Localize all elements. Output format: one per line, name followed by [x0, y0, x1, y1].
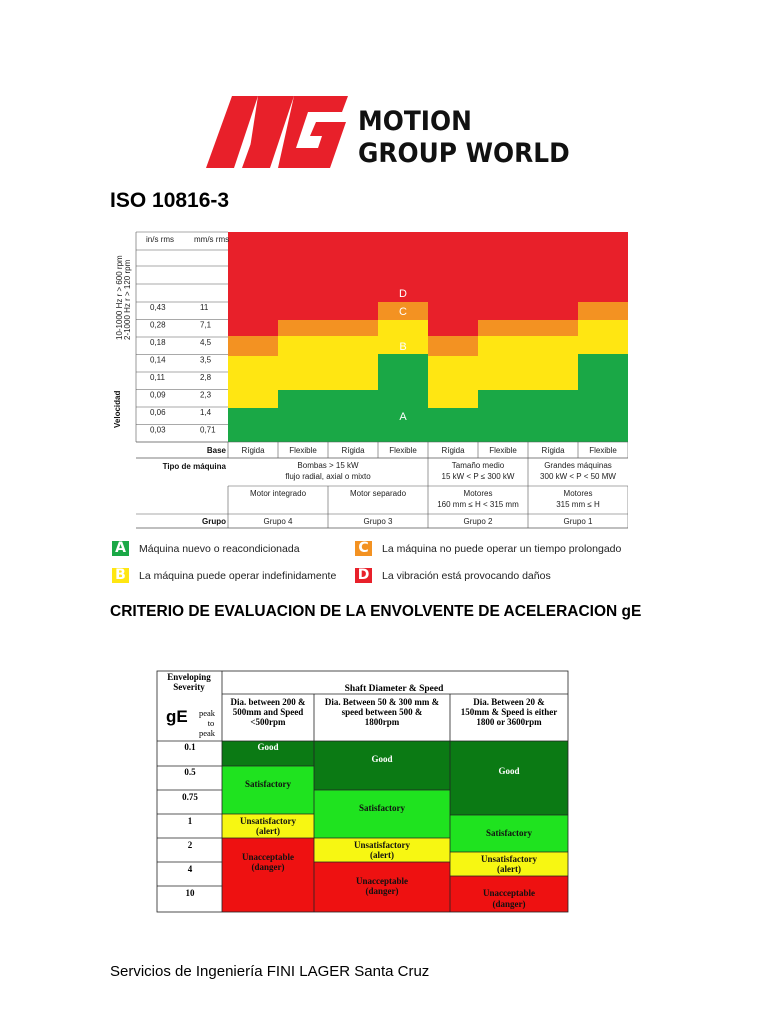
- row-label-in-s: 0,18: [150, 338, 166, 347]
- motor-large-2: 315 mm ≤ H: [556, 500, 600, 509]
- freq-label-1: 10-1000 Hz r > 600 rpm: [115, 255, 124, 340]
- col-header-in-s: in/s rms: [146, 235, 174, 244]
- group-3: Grupo 3: [363, 517, 393, 526]
- ge-cell-unsat-1: Unsatisfactory: [354, 840, 410, 850]
- zone-label-d: D: [399, 288, 407, 300]
- ge-cell-unacc-1: Unacceptable: [483, 888, 535, 898]
- base-cell: Flexible: [389, 446, 417, 455]
- row-label-mm-s: 7,1: [200, 320, 212, 330]
- row-label-in-s: 0,09: [150, 390, 166, 400]
- machine-type-large-1: Grandes máquinas: [544, 461, 612, 470]
- row-label-mm-s: 2,3: [200, 390, 212, 400]
- base-cell: Flexible: [589, 446, 617, 455]
- company-logo: [198, 88, 570, 172]
- ge-col2-header-3: 1800rpm: [364, 717, 400, 727]
- legend-text-c: La máquina no puede operar un tiempo prolongado: [382, 543, 622, 555]
- col-header-mm-s: mm/s rms: [194, 235, 230, 244]
- ge-cell-good: Good: [371, 754, 393, 764]
- base-cell: Flexible: [489, 446, 517, 455]
- machine-type-medium-2: 15 kW < P ≤ 300 kW: [441, 472, 515, 481]
- ge-row-value: 0.1: [184, 742, 196, 752]
- motor-separate: Motor separado: [349, 489, 407, 498]
- iso-heading: ISO 10816-3: [110, 189, 230, 212]
- ge-corner-title-1: Enveloping: [167, 672, 211, 682]
- base-cell: Flexible: [289, 446, 317, 455]
- ge-peak-3: peak: [198, 728, 216, 738]
- ge-peak-1: peak: [198, 708, 216, 718]
- mg-logo-mark: [198, 88, 348, 172]
- ge-cell-unacc-1: Unacceptable: [242, 852, 294, 862]
- row-label-in-s: 0,28: [150, 320, 166, 330]
- row-label-in-s: 0,14: [150, 355, 166, 365]
- legend-text-d: La vibración está provocando daños: [382, 570, 551, 582]
- base-cell: Rígida: [541, 446, 565, 455]
- base-label: Base: [206, 446, 226, 455]
- logo-text-line1: MOTION: [358, 106, 472, 137]
- ge-cell-unacc-1: Unacceptable: [356, 876, 408, 886]
- ge-col3-header-2: 150mm & Speed is either: [460, 707, 558, 717]
- zone-label-c: C: [399, 306, 407, 318]
- ge-col2-header-1: Dia. Between 50 & 300 mm &: [324, 697, 440, 707]
- ge-row-value: 10: [185, 888, 195, 898]
- ge-symbol: gE: [166, 707, 188, 726]
- logo-text-line2: GROUP WORLD: [358, 138, 570, 169]
- row-label-in-s: 0,06: [150, 408, 166, 417]
- machine-type-pumps-1: Bombas > 15 kW: [297, 461, 359, 470]
- group-2: Grupo 2: [463, 517, 493, 526]
- group-4: Grupo 4: [263, 517, 293, 526]
- ge-col1-header-1: Dia. between 200 &: [230, 697, 306, 707]
- iso-severity-chart: [110, 230, 628, 532]
- row-label-mm-s: 1,4: [200, 408, 212, 417]
- ge-cell-satisfactory: Satisfactory: [486, 828, 532, 838]
- ge-row-value: 0.5: [184, 767, 196, 777]
- legend-swatch-d: D: [355, 568, 372, 583]
- motor-medium-1: Motores: [463, 489, 493, 498]
- zone-label-b: B: [399, 341, 407, 353]
- ge-cell-unacc-2: (danger): [251, 862, 285, 872]
- ge-main-header: Shaft Diameter & Speed: [344, 684, 444, 694]
- ge-cell-satisfactory: Satisfactory: [245, 779, 291, 789]
- ge-cell-unacc-2: (danger): [492, 899, 526, 909]
- machine-type-medium-1: Tamaño medio: [451, 461, 505, 470]
- base-cell: Rígida: [241, 446, 265, 455]
- ge-col3-header-1: Dia. Between 20 &: [473, 697, 545, 707]
- row-label-mm-s: 11: [200, 303, 209, 312]
- motor-integrated: Motor integrado: [249, 489, 307, 498]
- row-label-in-s: 0,11: [150, 373, 165, 382]
- freq-label-2: 2-1000 Hz r > 120 rpm: [123, 259, 132, 340]
- ge-cell-unsat-2: (alert): [497, 864, 521, 874]
- ge-cell-unsat-2: (alert): [256, 826, 280, 836]
- ge-col2-header-2: speed between 500 &: [341, 707, 423, 717]
- ge-row-value: 1: [187, 816, 193, 826]
- ge-corner-title-2: Severity: [173, 682, 205, 692]
- machine-type-label: Tipo de máquina: [162, 462, 226, 471]
- row-label-mm-s: 4,5: [200, 338, 212, 347]
- row-label-mm-s: 2,8: [200, 373, 212, 382]
- machine-type-large-2: 300 kW < P < 50 MW: [540, 472, 616, 481]
- legend-text-b: La máquina puede operar indefinidamente: [139, 570, 337, 582]
- ge-cell-unsat-2: (alert): [370, 850, 394, 860]
- ge-col1-header-2: 500mm and Speed: [232, 707, 304, 717]
- ge-cell-good: Good: [257, 742, 279, 752]
- ge-col3-header-3: 1800 or 3600rpm: [476, 717, 542, 727]
- page-footer: Servicios de Ingeniería FINI LAGER Santa Cruz: [110, 963, 430, 980]
- machine-type-pumps-2: flujo radial, axial o mixto: [285, 472, 371, 481]
- base-cell: Rígida: [441, 446, 465, 455]
- base-cell: Rígida: [341, 446, 365, 455]
- ge-cell-good: Good: [498, 766, 520, 776]
- row-label-in-s: 0,43: [150, 303, 166, 312]
- legend-swatch-b: B: [112, 568, 129, 583]
- group-1: Grupo 1: [563, 517, 593, 526]
- criterio-heading: CRITERIO DE EVALUACION DE LA ENVOLVENTE DE ACELERACION gE: [110, 603, 642, 620]
- ge-cell-unsat-1: Unsatisfactory: [240, 816, 296, 826]
- row-label-in-s: 0,03: [150, 425, 166, 435]
- motor-medium-2: 160 mm ≤ H < 315 mm: [437, 500, 519, 509]
- row-label-mm-s: 3,5: [200, 355, 212, 365]
- legend-text-a: Máquina nuevo o reacondicionada: [139, 543, 300, 555]
- ge-peak-2: to: [207, 718, 215, 728]
- ge-cell-satisfactory: Satisfactory: [359, 803, 405, 813]
- zone-label-a: A: [399, 411, 407, 423]
- motor-large-1: Motores: [563, 489, 593, 498]
- velocity-label: Velocidad: [113, 390, 122, 428]
- ge-row-value: 0.75: [182, 792, 198, 802]
- row-label-mm-s: 0,71: [200, 425, 216, 435]
- ge-severity-table: [156, 670, 570, 914]
- legend-swatch-c: C: [355, 541, 372, 556]
- legend-swatch-a: A: [112, 541, 129, 556]
- ge-row-value: 2: [187, 840, 193, 850]
- ge-col1-header-3: <500rpm: [250, 717, 286, 727]
- ge-row-value: 4: [187, 864, 193, 874]
- ge-cell-unacc-2: (danger): [365, 886, 399, 896]
- ge-cell-unsat-1: Unsatisfactory: [481, 854, 537, 864]
- group-label: Grupo: [202, 517, 226, 526]
